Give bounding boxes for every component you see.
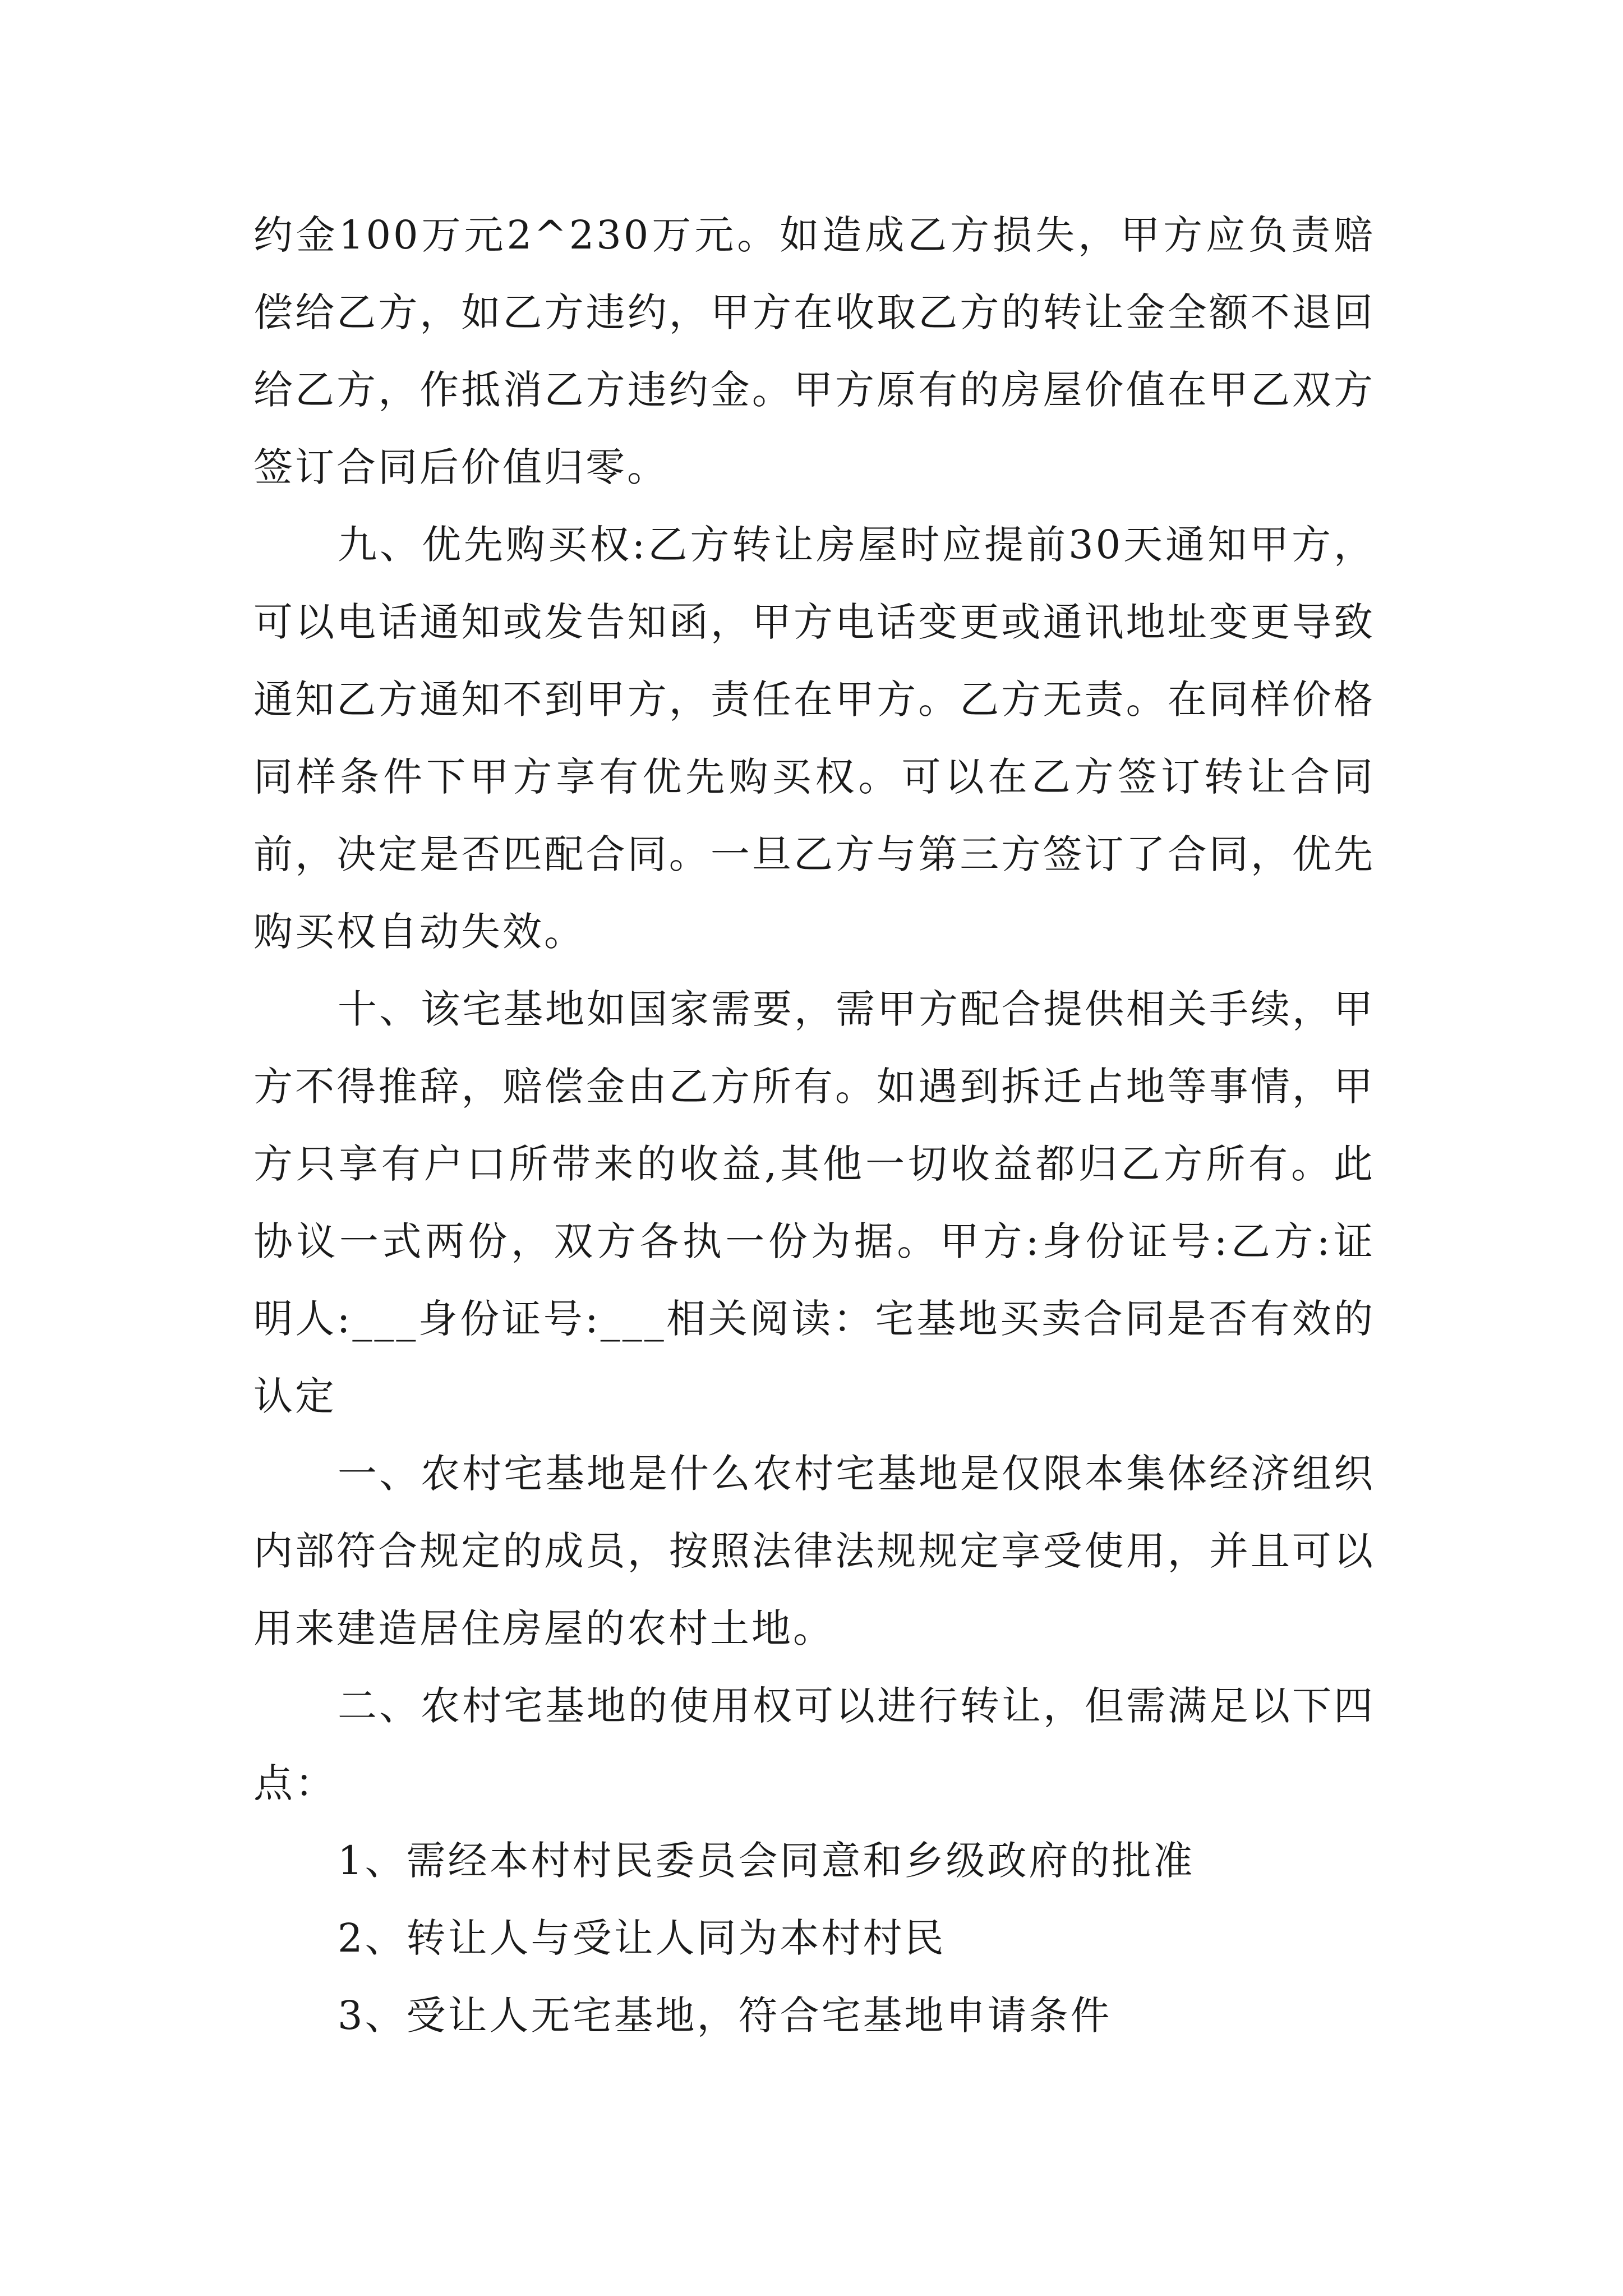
paragraph-preemptive-right: 九、优先购买权:乙方转让房屋时应提前30天通知甲方，可以电话通知或发告知函，甲方电话变更或通讯地址变更导致通知乙方通知不到甲方，责任在甲方。乙方无责。在同样价格同样条件下甲方享有优先购买权。可以在乙方签订转让合同前，决定是否匹配合同。一旦乙方与第三方签订了合同，优先购买权自动失效。 bbox=[253, 522, 1375, 955]
paragraph-penalty: 约金100万元2^230万元。如造成乙方损失，甲方应负责赔偿给乙方，如乙方违约，甲方在收取乙方的转让金全额不退回给乙方，作抵消乙方违约金。甲方原有的房屋价值在甲乙双方签订合同后价值归零。 bbox=[253, 212, 1375, 490]
paragraph-state-requisition: 十、该宅基地如国家需要，需甲方配合提供相关手续，甲方不得推辞，赔偿金由乙方所有。如遇到拆迁占地等事情，甲方只享有户口所带来的收益,其他一切收益都归乙方所有。此协议一式两份，双方各执一份为据。甲方:身份证号:乙方:证明人:___身份证号:___相关阅读：宅基地买卖合同是否有效的认定 bbox=[253, 986, 1375, 1419]
list-item-condition-1: 1、需经本村村民委员会同意和乡级政府的批准 bbox=[338, 1838, 1195, 1884]
paragraph-transfer-conditions: 二、农村宅基地的使用权可以进行转让，但需满足以下四点： bbox=[253, 1683, 1375, 1806]
document-body bbox=[253, 196, 1375, 2054]
list-item-condition-2: 2、转让人与受让人同为本村村民 bbox=[338, 1915, 946, 1961]
list-item-condition-3: 3、受让人无宅基地，符合宅基地申请条件 bbox=[338, 1993, 1112, 2039]
paragraph-homestead-definition: 一、农村宅基地是什么农村宅基地是仅限本集体经济组织内部符合规定的成员，按照法律法规规定享受使用，并且可以用来建造居住房屋的农村土地。 bbox=[253, 1451, 1375, 1651]
